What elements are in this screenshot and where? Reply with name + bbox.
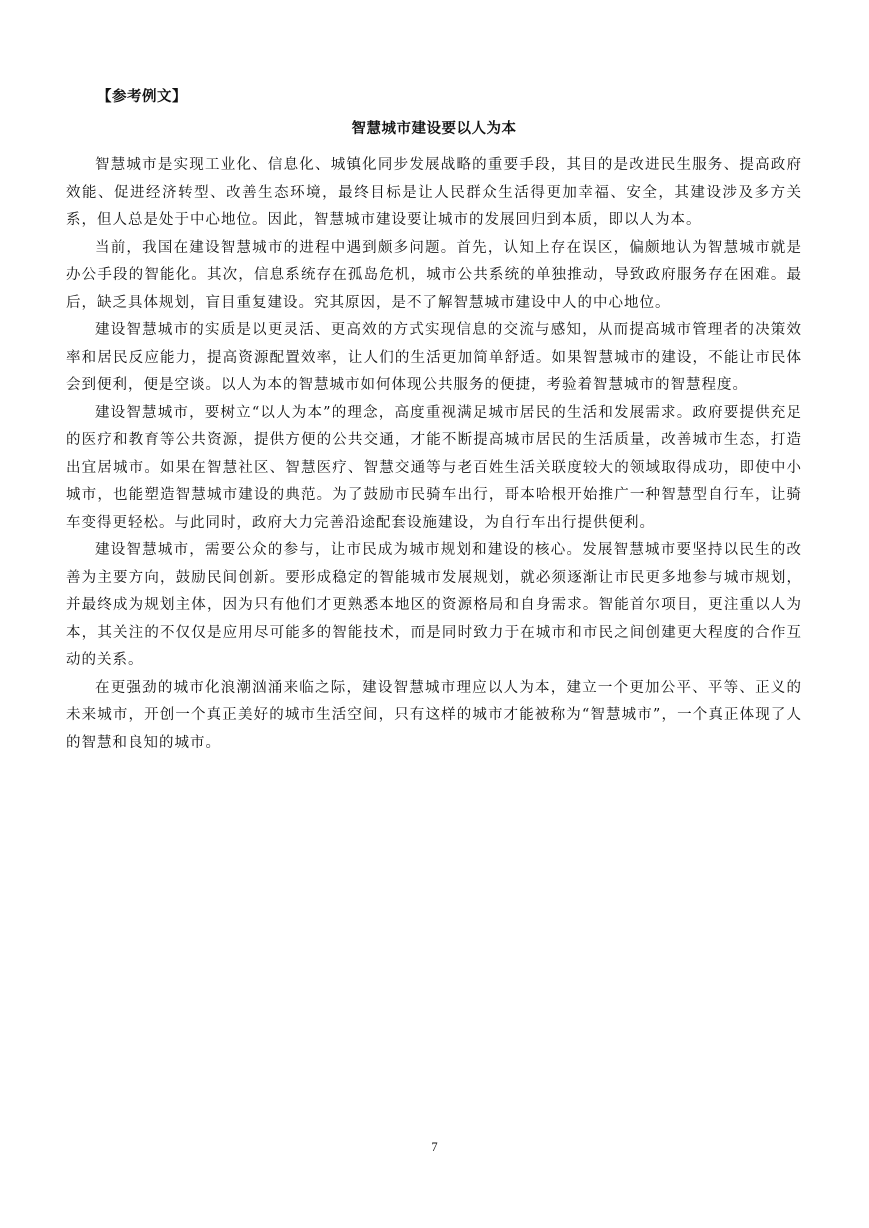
page-number: 7 [431, 1140, 438, 1154]
section-label: 【参考例文】 [97, 89, 187, 105]
paragraph-5: 建设智慧城市，需要公众的参与，让市民成为城市规划和建设的核心。发展智慧城市要坚持以民生的改善为主要方向，鼓励民间创新。要形成稳定的智能城市发展规划，就必须逐渐让市民更多地参与城市规划，并最终成为规划主体，因为只有他们才更熟悉本地区的资源格局和自身需求。智能首尔项目，更注重以人为本，其关注的不仅仅是应用尽可能多的智能技术，而是同时致力于在城市和市民之间创建更大程度的合作互动的关系。 [66, 542, 802, 668]
essay-title: 智慧城市建设要以人为本 [351, 121, 517, 137]
paragraph-4: 建设智慧城市，要树立“以人为本”的理念，高度重视满足城市居民的生活和发展需求。政府要提供充足的医疗和教育等公共资源，提供方便的公共交通，才能不断提高城市居民的生活质量，改善城市生态，打造出宜居城市。如果在智慧社区、智慧医疗、智慧交通等与老百姓生活关联度较大的领域取得成功，即使中小城市，也能塑造智慧城市建设的典范。为了鼓励市民骑车出行，哥本哈根开始推广一种智慧型自行车，让骑车变得更轻松。与此同时，政府大力完善沿途配套设施建设，为自行车出行提供便利。 [66, 404, 802, 531]
paragraph-6: 在更强劲的城市化浪潮汹涌来临之际，建设智慧城市理应以人为本，建立一个更加公平、平等、正义的未来城市，开创一个真正美好的城市生活空间，只有这样的城市才能被称为“智慧城市”，一个真正体现了人的智慧和良知的城市。 [66, 679, 802, 751]
essay-body [66, 152, 802, 757]
paragraph-1: 智慧城市是实现工业化、信息化、城镇化同步发展战略的重要手段，其目的是改进民生服务、提高政府效能、促进经济转型、改善生态环境，最终目标是让人民群众生活得更加幸福、安全，其建设涉及多方关系，但人总是处于中心地位。因此，智慧城市建设要让城市的发展回归到本质，即以人为本。 [66, 157, 802, 228]
paragraph-3: 建设智慧城市的实质是以更灵活、更高效的方式实现信息的交流与感知，从而提高城市管理者的决策效率和居民反应能力，提高资源配置效率，让人们的生活更加简单舒适。如果智慧城市的建设，不能让市民体会到便利，便是空谈。以人为本的智慧城市如何体现公共服务的便捷，考验着智慧城市的智慧程度。 [66, 322, 802, 393]
paragraph-2: 当前，我国在建设智慧城市的进程中遇到颇多问题。首先，认知上存在误区，偏颇地认为智慧城市就是办公手段的智能化。其次，信息系统存在孤岛危机，城市公共系统的单独推动，导致政府服务存在困难。最后，缺乏具体规划，盲目重复建设。究其原因，是不了解智慧城市建设中人的中心地位。 [66, 239, 802, 311]
